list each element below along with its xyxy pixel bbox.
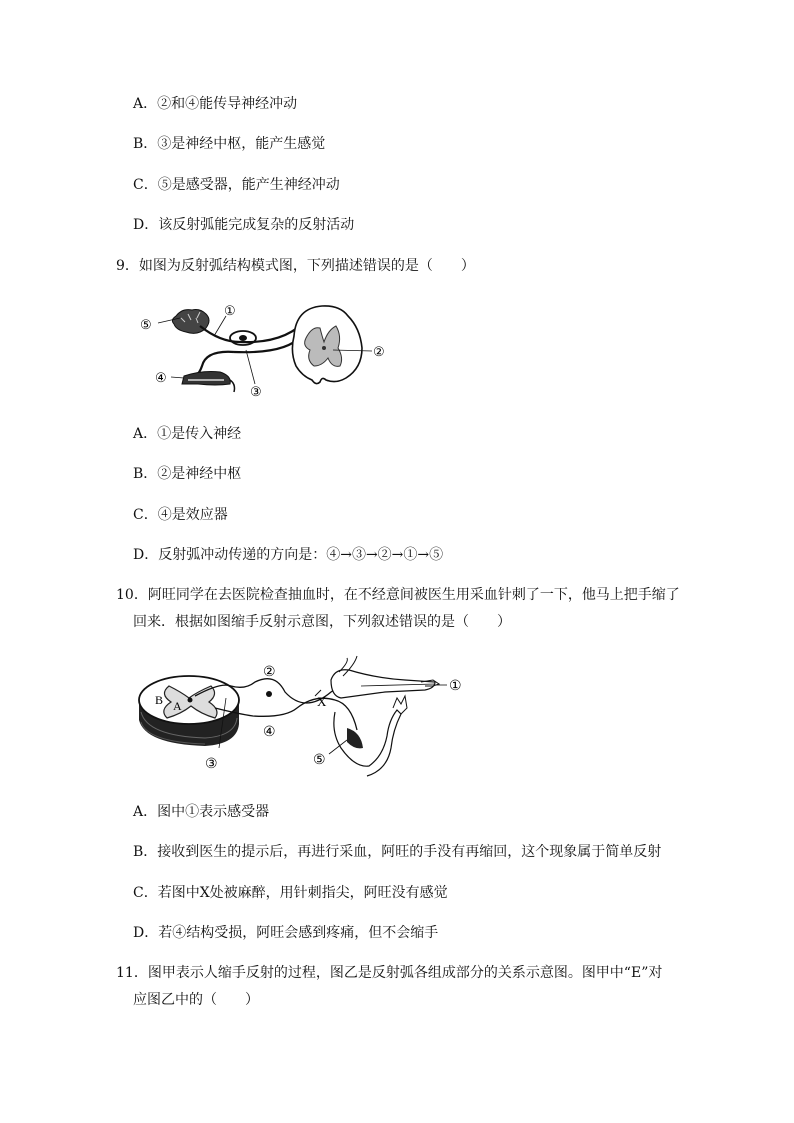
q9-label-2: ②: [373, 344, 385, 359]
q8-option-b: B．③是神经中枢，能产生感觉: [133, 136, 326, 152]
q10-arm-upper: [331, 670, 435, 698]
q10-option-c: C．若图中X处被麻醉，用针刺指尖，阿旺没有感觉: [133, 885, 448, 901]
q10-label-2: ②: [263, 665, 276, 680]
q9-label-1: ①: [224, 303, 236, 318]
q10-muscle: [347, 728, 363, 748]
q8-option-a: A．②和④能传导神经冲动: [133, 96, 298, 112]
q10-label-1: ①: [449, 679, 462, 694]
q9-option-b: B．②是神经中枢: [133, 466, 242, 482]
q10-label-b: B: [155, 693, 164, 707]
q10-withdrawal-reflex-figure: [135, 652, 475, 778]
q9-option-c: C．④是效应器: [133, 507, 228, 523]
q10-label-4: ④: [263, 725, 276, 740]
q9-label-4: ④: [155, 370, 167, 385]
q11-stem-line1: 11．图甲表示人缩手反射的过程，图乙是反射弧各组成部分的关系示意图。图甲中“E”对: [116, 965, 663, 981]
q9-label-5: ⑤: [140, 317, 152, 332]
q9-option-d: D．反射弧冲动传递的方向是：④→③→②→①→⑤: [133, 547, 444, 563]
q8-option-c: C．⑤是感受器，能产生神经冲动: [133, 177, 340, 193]
q10-label-5: ⑤: [313, 753, 326, 768]
q9-reflex-arc-figure: [136, 296, 390, 402]
q9-option-a: A．①是传入神经: [133, 426, 242, 442]
q11-stem-line2: 应图乙中的（ ）: [133, 992, 259, 1008]
q10-option-a: A．图中①表示感受器: [133, 804, 270, 820]
q10-option-d: D．若④结构受损，阿旺会感到疼痛，但不会缩手: [133, 925, 439, 941]
q9-stem: 9．如图为反射弧结构模式图，下列描述错误的是（ ）: [116, 258, 475, 274]
q10-label-3: ③: [205, 757, 218, 772]
q10-label-a: A: [173, 699, 182, 713]
q10-label-x: X: [317, 694, 327, 709]
q9-label-3: ③: [250, 384, 262, 399]
q10-stem-line2: 回来．根据如图缩手反射示意图，下列叙述错误的是（ ）: [133, 614, 511, 630]
q9-effector: [182, 372, 230, 386]
q10-option-b: B．接收到医生的提示后，再进行采血，阿旺的手没有再缩回，这个现象属于简单反射: [133, 844, 662, 860]
q8-option-d: D．该反射弧能完成复杂的反射活动: [133, 217, 355, 233]
q10-stem-line1: 10．阿旺同学在去医院检查抽血时，在不经意间被医生用采血针刺了一下，他马上把手缩了: [116, 587, 680, 603]
q10-arm-lower: [334, 710, 401, 776]
